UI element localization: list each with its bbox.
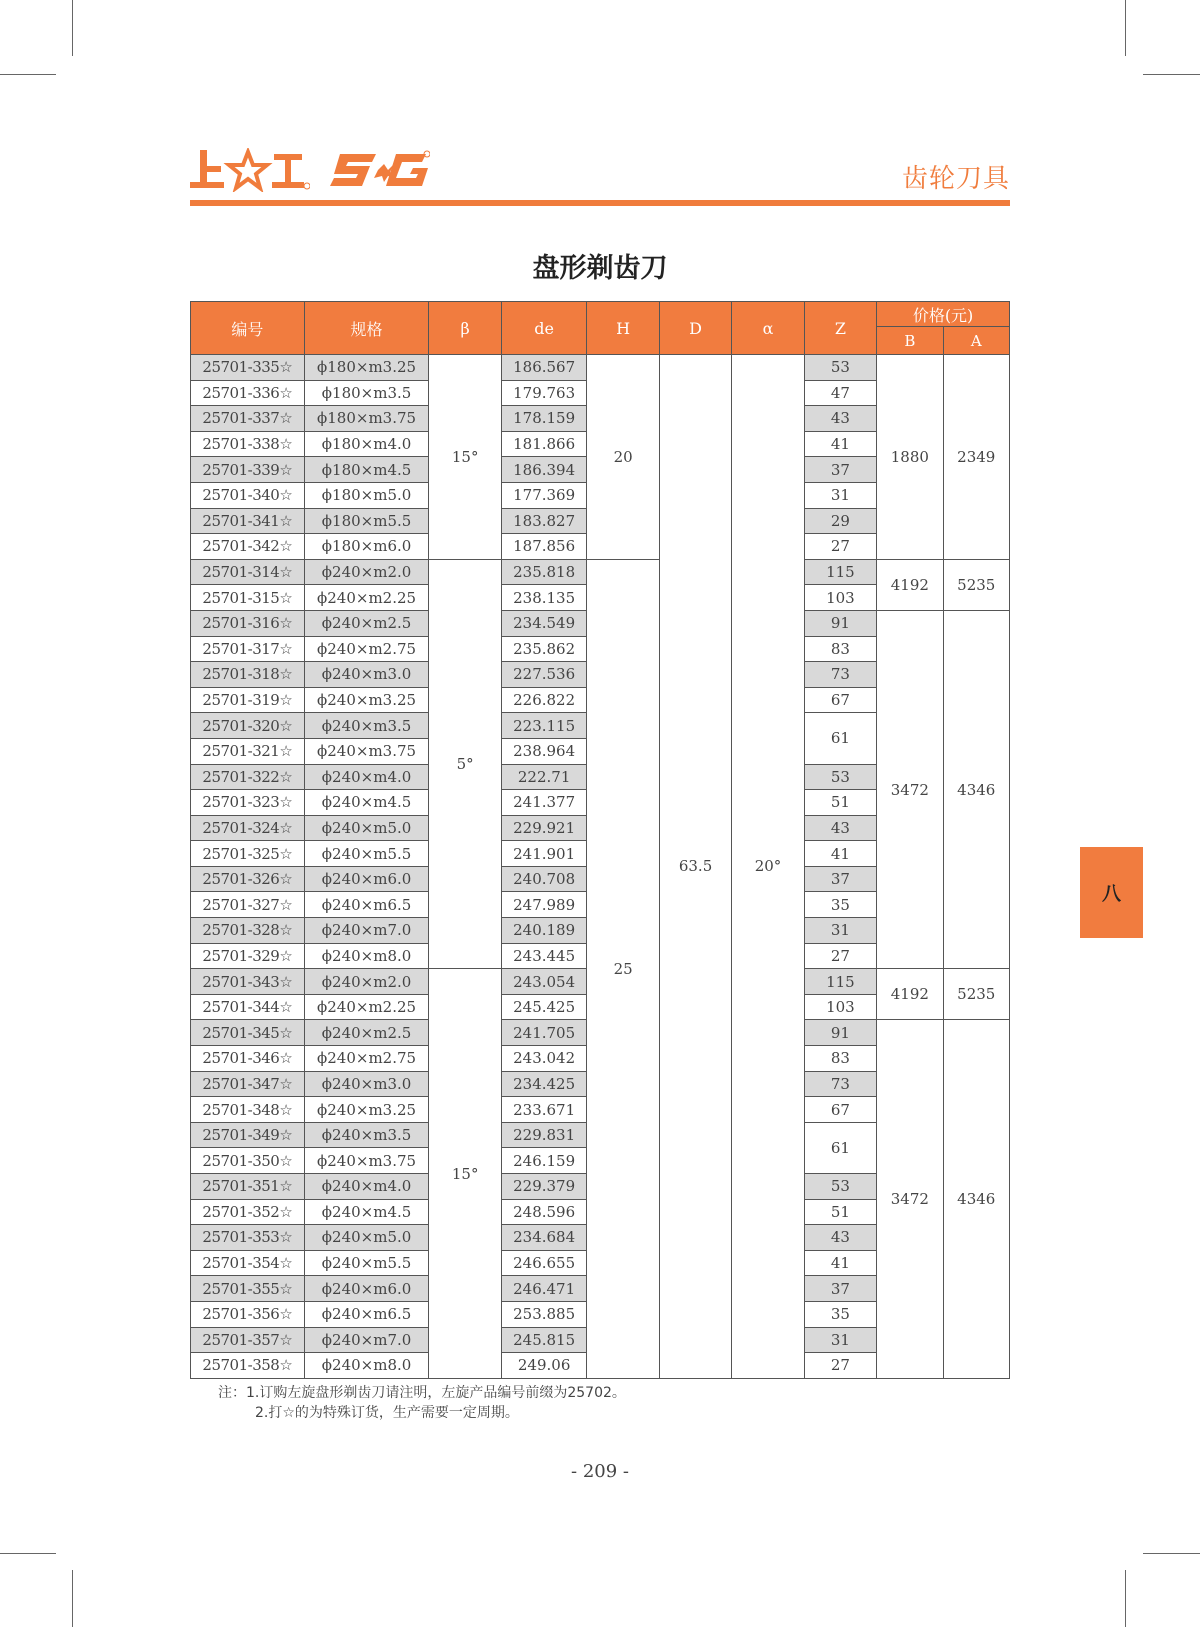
cell-z: 115 — [804, 969, 876, 995]
cell-z: 31 — [804, 482, 876, 508]
cell-code: 25701-317☆ — [191, 636, 305, 662]
note-2: 2.打☆的为特殊订货，生产需要一定周期。 — [255, 1405, 519, 1421]
cell-h: 20 — [587, 355, 659, 560]
cell-de: 240.708 — [501, 866, 587, 892]
cell-spec: ϕ240×m4.5 — [304, 1199, 429, 1225]
cell-z: 53 — [804, 1174, 876, 1200]
cell-spec: ϕ180×m5.5 — [304, 508, 429, 534]
cell-code: 25701-349☆ — [191, 1122, 305, 1148]
cell-z: 67 — [804, 687, 876, 713]
cell-z: 61 — [804, 1122, 876, 1173]
cell-beta: 5° — [429, 559, 501, 969]
cell-z: 31 — [804, 918, 876, 944]
page-number: - 209 - — [571, 1461, 629, 1482]
cell-spec: ϕ240×m2.75 — [304, 1046, 429, 1072]
cell-spec: ϕ240×m3.75 — [304, 738, 429, 764]
note-1: 注：1.订购左旋盘形剃齿刀请注明，左旋产品编号前缀为25702。 — [218, 1385, 626, 1401]
cell-de: 222.71 — [501, 764, 587, 790]
cell-de: 178.159 — [501, 406, 587, 432]
crop-mark — [72, 1570, 73, 1627]
cell-code: 25701-326☆ — [191, 866, 305, 892]
cell-spec: ϕ240×m4.5 — [304, 790, 429, 816]
notes — [218, 1383, 626, 1423]
cell-de: 179.763 — [501, 380, 587, 406]
cell-code: 25701-339☆ — [191, 457, 305, 483]
cell-code: 25701-343☆ — [191, 969, 305, 995]
cell-z: 83 — [804, 1046, 876, 1072]
cell-code: 25701-323☆ — [191, 790, 305, 816]
cell-de: 243.445 — [501, 943, 587, 969]
cell-de: 229.921 — [501, 815, 587, 841]
cell-price-a: 5235 — [943, 559, 1009, 610]
cell-z: 27 — [804, 534, 876, 560]
cell-z: 41 — [804, 1250, 876, 1276]
cell-z: 37 — [804, 1276, 876, 1302]
cell-spec: ϕ240×m3.25 — [304, 1097, 429, 1123]
cell-spec: ϕ240×m2.75 — [304, 636, 429, 662]
cell-spec: ϕ180×m4.0 — [304, 431, 429, 457]
cell-price-a: 4346 — [943, 1020, 1009, 1378]
cell-price-a: 2349 — [943, 355, 1009, 560]
crop-mark — [1125, 0, 1126, 56]
crop-mark — [72, 0, 73, 56]
cell-spec: ϕ240×m6.0 — [304, 1276, 429, 1302]
cell-de: 234.684 — [501, 1225, 587, 1251]
cell-de: 229.379 — [501, 1174, 587, 1200]
cell-z: 41 — [804, 431, 876, 457]
cell-code: 25701-356☆ — [191, 1301, 305, 1327]
header-price-b: B — [877, 327, 943, 355]
cell-de: 187.856 — [501, 534, 587, 560]
header-alpha: α — [732, 302, 804, 355]
cell-spec: ϕ240×m4.0 — [304, 1174, 429, 1200]
cell-de: 177.369 — [501, 482, 587, 508]
header-z: Z — [804, 302, 876, 355]
cell-z: 43 — [804, 815, 876, 841]
cell-spec: ϕ240×m8.0 — [304, 1353, 429, 1379]
cell-code: 25701-345☆ — [191, 1020, 305, 1046]
cell-de: 246.471 — [501, 1276, 587, 1302]
cell-code: 25701-321☆ — [191, 738, 305, 764]
header-price: 价格(元) — [877, 302, 1010, 327]
cell-de: 241.377 — [501, 790, 587, 816]
brand-logo-sg — [330, 150, 430, 192]
cell-spec: ϕ240×m3.5 — [304, 713, 429, 739]
cell-de: 241.705 — [501, 1020, 587, 1046]
cell-z: 91 — [804, 610, 876, 636]
cell-code: 25701-336☆ — [191, 380, 305, 406]
cell-price-b: 4192 — [877, 559, 943, 610]
cell-code: 25701-320☆ — [191, 713, 305, 739]
cell-de: 235.862 — [501, 636, 587, 662]
cell-code: 25701-338☆ — [191, 431, 305, 457]
cell-de: 243.042 — [501, 1046, 587, 1072]
cell-z: 41 — [804, 841, 876, 867]
cell-code: 25701-325☆ — [191, 841, 305, 867]
cell-price-b: 4192 — [877, 969, 943, 1020]
cell-code: 25701-318☆ — [191, 662, 305, 688]
cell-z: 43 — [804, 406, 876, 432]
cell-code: 25701-342☆ — [191, 534, 305, 560]
cell-code: 25701-353☆ — [191, 1225, 305, 1251]
cell-z: 73 — [804, 1071, 876, 1097]
cell-price-b: 3472 — [877, 610, 943, 968]
cell-spec: ϕ240×m4.0 — [304, 764, 429, 790]
cell-spec: ϕ240×m3.75 — [304, 1148, 429, 1174]
cell-spec: ϕ180×m6.0 — [304, 534, 429, 560]
cell-spec: ϕ240×m5.5 — [304, 1250, 429, 1276]
cell-code: 25701-354☆ — [191, 1250, 305, 1276]
cell-code: 25701-341☆ — [191, 508, 305, 534]
cell-de: 245.425 — [501, 994, 587, 1020]
cell-code: 25701-324☆ — [191, 815, 305, 841]
cell-spec: ϕ240×m6.0 — [304, 866, 429, 892]
chapter-tab[interactable]: 八 — [1080, 847, 1143, 938]
cell-de: 183.827 — [501, 508, 587, 534]
cell-spec: ϕ240×m6.5 — [304, 892, 429, 918]
cell-code: 25701-316☆ — [191, 610, 305, 636]
cell-spec: ϕ240×m7.0 — [304, 1327, 429, 1353]
cell-spec: ϕ240×m2.0 — [304, 969, 429, 995]
cell-de: 234.549 — [501, 610, 587, 636]
cell-code: 25701-348☆ — [191, 1097, 305, 1123]
cell-code: 25701-357☆ — [191, 1327, 305, 1353]
cell-code: 25701-340☆ — [191, 482, 305, 508]
cell-z: 31 — [804, 1327, 876, 1353]
cell-z: 61 — [804, 713, 876, 764]
cell-spec: ϕ240×m2.25 — [304, 585, 429, 611]
cell-z: 35 — [804, 892, 876, 918]
cell-spec: ϕ240×m2.25 — [304, 994, 429, 1020]
crop-mark — [1143, 1553, 1200, 1554]
cell-de: 248.596 — [501, 1199, 587, 1225]
cell-code: 25701-335☆ — [191, 355, 305, 381]
cell-price-a: 4346 — [943, 610, 1009, 968]
cell-z: 53 — [804, 764, 876, 790]
cell-price-b: 1880 — [877, 355, 943, 560]
table-row — [191, 559, 1010, 585]
header-divider — [190, 200, 1010, 206]
cell-z: 35 — [804, 1301, 876, 1327]
cell-z: 27 — [804, 943, 876, 969]
cell-code: 25701-346☆ — [191, 1046, 305, 1072]
cell-spec: ϕ240×m7.0 — [304, 918, 429, 944]
table-row — [191, 355, 1010, 381]
crop-mark — [1143, 74, 1200, 75]
cell-code: 25701-315☆ — [191, 585, 305, 611]
cell-de: 181.866 — [501, 431, 587, 457]
cell-z: 29 — [804, 508, 876, 534]
cell-code: 25701-328☆ — [191, 918, 305, 944]
cell-z: 67 — [804, 1097, 876, 1123]
cell-de: 241.901 — [501, 841, 587, 867]
cell-z: 73 — [804, 662, 876, 688]
crop-mark — [0, 74, 56, 75]
cell-de: 238.135 — [501, 585, 587, 611]
cell-de: 238.964 — [501, 738, 587, 764]
cell-spec: ϕ240×m8.0 — [304, 943, 429, 969]
cell-code: 25701-352☆ — [191, 1199, 305, 1225]
crop-mark — [1125, 1570, 1126, 1627]
cell-spec: ϕ240×m3.25 — [304, 687, 429, 713]
cell-de: 246.159 — [501, 1148, 587, 1174]
cell-code: 25701-355☆ — [191, 1276, 305, 1302]
cell-de: 233.671 — [501, 1097, 587, 1123]
header-beta: β — [429, 302, 501, 355]
cell-de: 247.989 — [501, 892, 587, 918]
cell-z: 91 — [804, 1020, 876, 1046]
cell-beta: 15° — [429, 969, 501, 1379]
cell-code: 25701-351☆ — [191, 1174, 305, 1200]
cell-spec: ϕ240×m2.0 — [304, 559, 429, 585]
cell-de: 243.054 — [501, 969, 587, 995]
cell-d: 63.5 — [659, 355, 731, 1379]
cell-de: 234.425 — [501, 1071, 587, 1097]
cell-code: 25701-350☆ — [191, 1148, 305, 1174]
cell-code: 25701-337☆ — [191, 406, 305, 432]
crop-mark — [0, 1553, 56, 1554]
cell-price-a: 5235 — [943, 969, 1009, 1020]
cell-z: 43 — [804, 1225, 876, 1251]
cell-de: 253.885 — [501, 1301, 587, 1327]
cell-z: 47 — [804, 380, 876, 406]
cell-beta: 15° — [429, 355, 501, 560]
cell-de: 229.831 — [501, 1122, 587, 1148]
cell-z: 53 — [804, 355, 876, 381]
cell-spec: ϕ240×m5.0 — [304, 1225, 429, 1251]
spec-table — [190, 301, 1010, 1379]
brand-logo-shanggong — [190, 148, 310, 192]
cell-spec: ϕ240×m6.5 — [304, 1301, 429, 1327]
cell-spec: ϕ240×m3.0 — [304, 1071, 429, 1097]
cell-z: 37 — [804, 866, 876, 892]
cell-code: 25701-319☆ — [191, 687, 305, 713]
cell-spec: ϕ180×m4.5 — [304, 457, 429, 483]
cell-h: 25 — [587, 559, 659, 1378]
cell-z: 103 — [804, 585, 876, 611]
cell-spec: ϕ240×m2.5 — [304, 1020, 429, 1046]
cell-z: 27 — [804, 1353, 876, 1379]
cell-code: 25701-322☆ — [191, 764, 305, 790]
header-price-a: A — [943, 327, 1009, 355]
cell-z: 115 — [804, 559, 876, 585]
cell-price-b: 3472 — [877, 1020, 943, 1378]
cell-code: 25701-329☆ — [191, 943, 305, 969]
cell-de: 245.815 — [501, 1327, 587, 1353]
page-title: 盘形剃齿刀 — [532, 253, 668, 284]
cell-z: 37 — [804, 457, 876, 483]
cell-spec: ϕ180×m5.0 — [304, 482, 429, 508]
cell-spec: ϕ240×m3.5 — [304, 1122, 429, 1148]
header-h: H — [587, 302, 659, 355]
cell-de: 246.655 — [501, 1250, 587, 1276]
cell-spec: ϕ240×m5.0 — [304, 815, 429, 841]
cell-de: 240.189 — [501, 918, 587, 944]
cell-code: 25701-327☆ — [191, 892, 305, 918]
cell-de: 235.818 — [501, 559, 587, 585]
header-de: de — [501, 302, 587, 355]
cell-alpha: 20° — [732, 355, 804, 1379]
cell-z: 83 — [804, 636, 876, 662]
cell-de: 223.115 — [501, 713, 587, 739]
spec-table-body — [191, 355, 1010, 1379]
cell-spec: ϕ180×m3.75 — [304, 406, 429, 432]
cell-spec: ϕ180×m3.5 — [304, 380, 429, 406]
cell-de: 226.822 — [501, 687, 587, 713]
section-name: 齿轮刀具 — [901, 164, 1010, 194]
cell-spec: ϕ240×m5.5 — [304, 841, 429, 867]
cell-code: 25701-344☆ — [191, 994, 305, 1020]
cell-code: 25701-347☆ — [191, 1071, 305, 1097]
cell-z: 51 — [804, 790, 876, 816]
cell-spec: ϕ180×m3.25 — [304, 355, 429, 381]
cell-de: 249.06 — [501, 1353, 587, 1379]
cell-z: 51 — [804, 1199, 876, 1225]
header-code: 编号 — [191, 302, 305, 355]
cell-z: 103 — [804, 994, 876, 1020]
cell-spec: ϕ240×m2.5 — [304, 610, 429, 636]
cell-spec: ϕ240×m3.0 — [304, 662, 429, 688]
cell-de: 186.567 — [501, 355, 587, 381]
header-spec: 规格 — [304, 302, 429, 355]
cell-de: 186.394 — [501, 457, 587, 483]
cell-code: 25701-314☆ — [191, 559, 305, 585]
header-d: D — [659, 302, 731, 355]
cell-de: 227.536 — [501, 662, 587, 688]
cell-code: 25701-358☆ — [191, 1353, 305, 1379]
